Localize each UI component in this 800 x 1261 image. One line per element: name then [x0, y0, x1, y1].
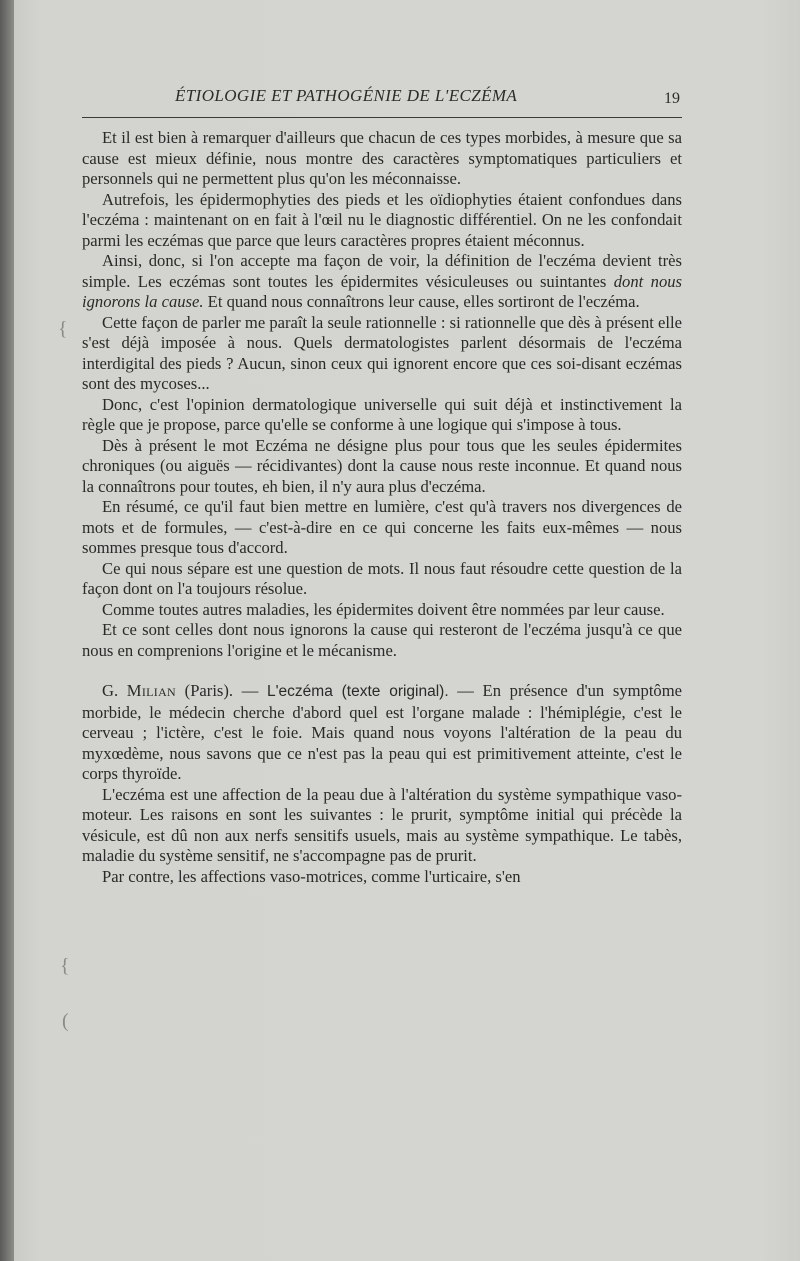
margin-pencil-mark: {: [60, 955, 70, 977]
margin-pencil-mark: {: [58, 318, 68, 340]
paragraph: Et il est bien à remarquer d'ailleurs que chacun de ces types morbides, à mesure que sa cause est mieux définie, nous montre des caractères symptomatiques particuliers et personnels qui ne permettent plus qu'on les méconnaisse.: [82, 128, 682, 188]
section-title: L'eczéma (texte original).: [266, 683, 449, 700]
book-binding-edge: [0, 0, 14, 1261]
page-header: [80, 86, 680, 114]
page-number: 19: [664, 90, 680, 107]
section-intro: [82, 681, 682, 785]
paragraph-text: Et quand nous connaîtrons leur cause, elles sortiront de l'eczéma.: [203, 292, 640, 311]
paragraph: L'eczéma est une affection de la peau due à l'altération du système sympathique vaso-moteur. Les raisons en sont les suivantes : le prurit, symptôme initial qui précède la vésicule, est dû non aux nerfs sensitifs usuels, mais au système sympathique. Le tabès, maladie du système sensitif, ne s'accompagne pas de prurit.: [82, 784, 682, 865]
paragraph: Donc, c'est l'opinion dermatologique universelle qui suit déjà et instinctivement la règle que je propose, parce qu'elle se conforme à une logique qui s'impose à tous.: [82, 394, 682, 434]
author-city: (Paris). —: [176, 681, 267, 700]
paragraph-text: Ainsi, donc, si l'on accepte ma façon de voir, la définition de l'eczéma devient très simple. Les eczémas sont toutes les épidermites vésiculeuses ou suintantes: [82, 251, 682, 291]
paragraph: Cette façon de parler me paraît la seule rationnelle : si rationnelle que dès à présent elle s'est déjà imposée à nous. Quels dermatologistes parlent désormais de l'eczéma interdigital des pieds ? Aucun, sinon ceux qui ignorent encore que ces soi-disant eczémas sont des mycoses...: [82, 312, 682, 393]
paragraph: [82, 251, 682, 313]
paragraph: Comme toutes autres maladies, les épidermites doivent être nommées par leur cause.: [102, 599, 665, 619]
header-rule: [82, 117, 682, 118]
paragraph: Et ce sont celles dont nous ignorons la cause qui resteront de l'eczéma jusqu'à ce que nous en comprenions l'origine et le mécanisme.: [82, 620, 682, 660]
margin-pencil-mark: (: [62, 1010, 69, 1032]
italic-phrase: dont nous ignorons la cause.: [82, 271, 682, 311]
body-text: [82, 128, 682, 887]
paragraph: Autrefois, les épidermophyties des pieds et les oïdiophyties étaient confondues dans l'eczéma : maintenant on en fait à l'œil nu le diagnostic différentiel. On ne les confondait parmi les eczémas que parce que leurs caractères propres étaient méconnus.: [82, 189, 682, 250]
running-title: ÉTIOLOGIE ET PATHOGÉNIE DE L'ECZÉMA: [175, 86, 518, 105]
paragraph: Dès à présent le mot Eczéma ne désigne plus pour tous que les seules épidermites chroniques (ou aiguës — récidivantes) dont la cause nous reste inconnue. Et quand nous la connaîtrons pour toutes, eh bien, il n'y aura plus d'eczéma.: [82, 435, 682, 496]
author-initial: G.: [102, 681, 127, 700]
author-name: Milian: [126, 681, 177, 700]
section-intro-text: — En présence d'un symptôme morbide, le médecin cherche d'abord quel est l'organe malade : l'hémiplégie, c'est le cerveau ; l'ictère, c'est le foie. Mais quand nous voyons l'altération de la peau du myxœdème, nous savons que ce n'est pas la peau qui est primitivement atteinte, c'est le corps thyroïde.: [82, 681, 683, 783]
paragraph: Ce qui nous sépare est une question de mots. Il nous faut résoudre cette question de la façon dont on l'a toujours résolue.: [82, 558, 682, 598]
paragraph: Par contre, les affections vaso-motrices, comme l'urticaire, s'en: [102, 866, 521, 886]
paragraph: En résumé, ce qu'il faut bien mettre en lumière, c'est qu'à travers nos divergences de mots et de formules, — c'est-à-dire en ce qui concerne les faits eux-mêmes — nous sommes presque tous d'accord.: [82, 497, 682, 557]
